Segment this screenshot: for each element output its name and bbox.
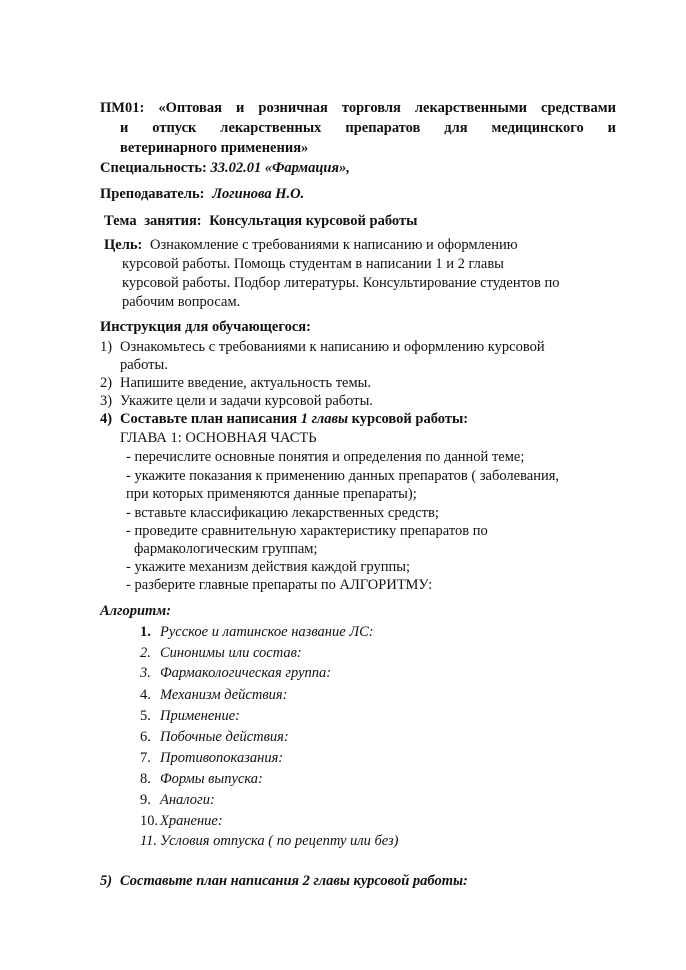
item-number: 10. — [140, 813, 159, 829]
teacher-line — [100, 185, 304, 203]
item-text: Механизм действия: — [160, 687, 288, 703]
item-number: 8. — [140, 771, 151, 787]
item-number: 5) — [100, 873, 113, 889]
item-text: Аналоги: — [160, 792, 215, 808]
specialty-value: 33.02.01 «Фармация», — [210, 160, 350, 176]
title-line-2: и отпуск лекарственных препаратов для медицинского и — [120, 120, 616, 136]
goal-first-line — [104, 237, 518, 253]
item-text: Формы выпуска: — [160, 771, 263, 787]
goal-line-3: курсовой работы. Подбор литературы. Консультирование студентов по — [122, 275, 560, 291]
item-text: Укажите цели и задачи курсовой работы. — [120, 393, 373, 409]
specialty-label: Специальность: — [100, 160, 207, 176]
item-number: 1. — [140, 624, 151, 640]
item-text: Русское и латинское название ЛС: — [160, 624, 374, 640]
item-text: Составьте план написания 2 главы курсовой работы: — [120, 873, 468, 889]
item-text: Хранение: — [160, 813, 223, 829]
item-number: 5. — [140, 708, 151, 724]
goal-label: Цель: — [104, 237, 143, 253]
item-number: 2. — [140, 645, 151, 661]
bullet-2: - укажите показания к применению данных препаратов ( заболевания, — [126, 468, 560, 484]
item4-chapter: 1 главы — [300, 411, 349, 427]
item-text: Применение: — [160, 708, 240, 724]
item-number: 9. — [140, 792, 151, 808]
item-number: 4. — [140, 687, 151, 703]
chapter-heading: ГЛАВА 1: ОСНОВНАЯ ЧАСТЬ — [120, 430, 317, 446]
topic-value: Консультация курсовой работы — [209, 213, 418, 229]
algorithm-item-1 — [140, 623, 374, 641]
item-number: 7. — [140, 750, 151, 766]
bullet-6: - разберите главные препараты по АЛГОРИТМУ: — [126, 577, 433, 593]
item-text: Напишите введение, актуальность темы. — [120, 375, 372, 391]
algorithm-item-5 — [140, 707, 240, 725]
title-line-1: ПМ01: «Оптовая и розничная торговля лекарственными средствами — [100, 100, 616, 116]
item4-pre: Составьте план написания — [120, 411, 298, 427]
algorithm-item-11 — [140, 832, 399, 850]
algorithm-item-6 — [140, 728, 289, 746]
item-text: Фармакологическая группа: — [160, 665, 332, 681]
algorithm-item-8 — [140, 770, 263, 788]
item-number: 1) — [100, 339, 113, 355]
specialty-line — [100, 159, 350, 177]
item-number: 6. — [140, 729, 151, 745]
bullet-5: - укажите механизм действия каждой группы; — [126, 559, 410, 575]
item-number: 3) — [100, 393, 113, 409]
bullet-3: - вставьте классификацию лекарственных средств; — [126, 505, 439, 521]
algorithm-heading: Алгоритм: — [100, 603, 172, 619]
instruction-item-4 — [100, 410, 468, 428]
bullet-1: - перечислите основные понятия и определения по данной теме; — [126, 449, 525, 465]
instruction-item-1-cont: работы. — [120, 357, 168, 373]
item-number: 3. — [140, 665, 151, 681]
item-text: Синонимы или состав: — [160, 645, 302, 661]
goal-line-2: курсовой работы. Помощь студентам в написании 1 и 2 главы — [122, 256, 504, 272]
algorithm-item-2 — [140, 644, 302, 662]
algorithm-item-9 — [140, 791, 215, 809]
item4-post: курсовой работы: — [351, 411, 469, 427]
item-text: Условия отпуска ( по рецепту или без) — [160, 833, 399, 849]
topic-label: Тема занятия: — [104, 213, 202, 229]
teacher-value: Логинова Н.О. — [212, 186, 305, 202]
goal-line-4: рабочим вопросам. — [122, 294, 241, 310]
instructions-heading: Инструкция для обучающегося: — [100, 319, 311, 335]
item-number: 11. — [140, 833, 158, 849]
title-line-3: ветеринарного применения» — [120, 140, 309, 156]
item-number: 2) — [100, 375, 113, 391]
item-text: Ознакомьтесь с требованиями к написанию и оформлению курсовой — [120, 339, 545, 355]
algorithm-item-3 — [140, 664, 331, 682]
instruction-item-5 — [100, 872, 468, 890]
instruction-item-1 — [100, 338, 545, 356]
algorithm-item-7 — [140, 749, 283, 767]
bullet-4: - проведите сравнительную характеристику препаратов по — [126, 523, 488, 539]
algorithm-item-4 — [140, 686, 287, 704]
bullet-2-cont: при которых применяются данные препараты); — [126, 486, 417, 502]
item-text: Побочные действия: — [160, 729, 289, 745]
goal-block — [104, 236, 624, 312]
topic-line — [104, 212, 417, 230]
instruction-item-3 — [100, 392, 373, 410]
goal-line-1: Ознакомление с требованиями к написанию и оформлению — [149, 237, 518, 253]
item-number: 4) — [100, 411, 113, 427]
instruction-item-2 — [100, 374, 371, 392]
course-title — [100, 98, 616, 158]
teacher-label: Преподаватель: — [100, 186, 205, 202]
item-text: Противопоказания: — [160, 750, 284, 766]
bullet-4-cont: фармакологическим группам; — [134, 541, 318, 557]
algorithm-item-10 — [140, 812, 223, 830]
